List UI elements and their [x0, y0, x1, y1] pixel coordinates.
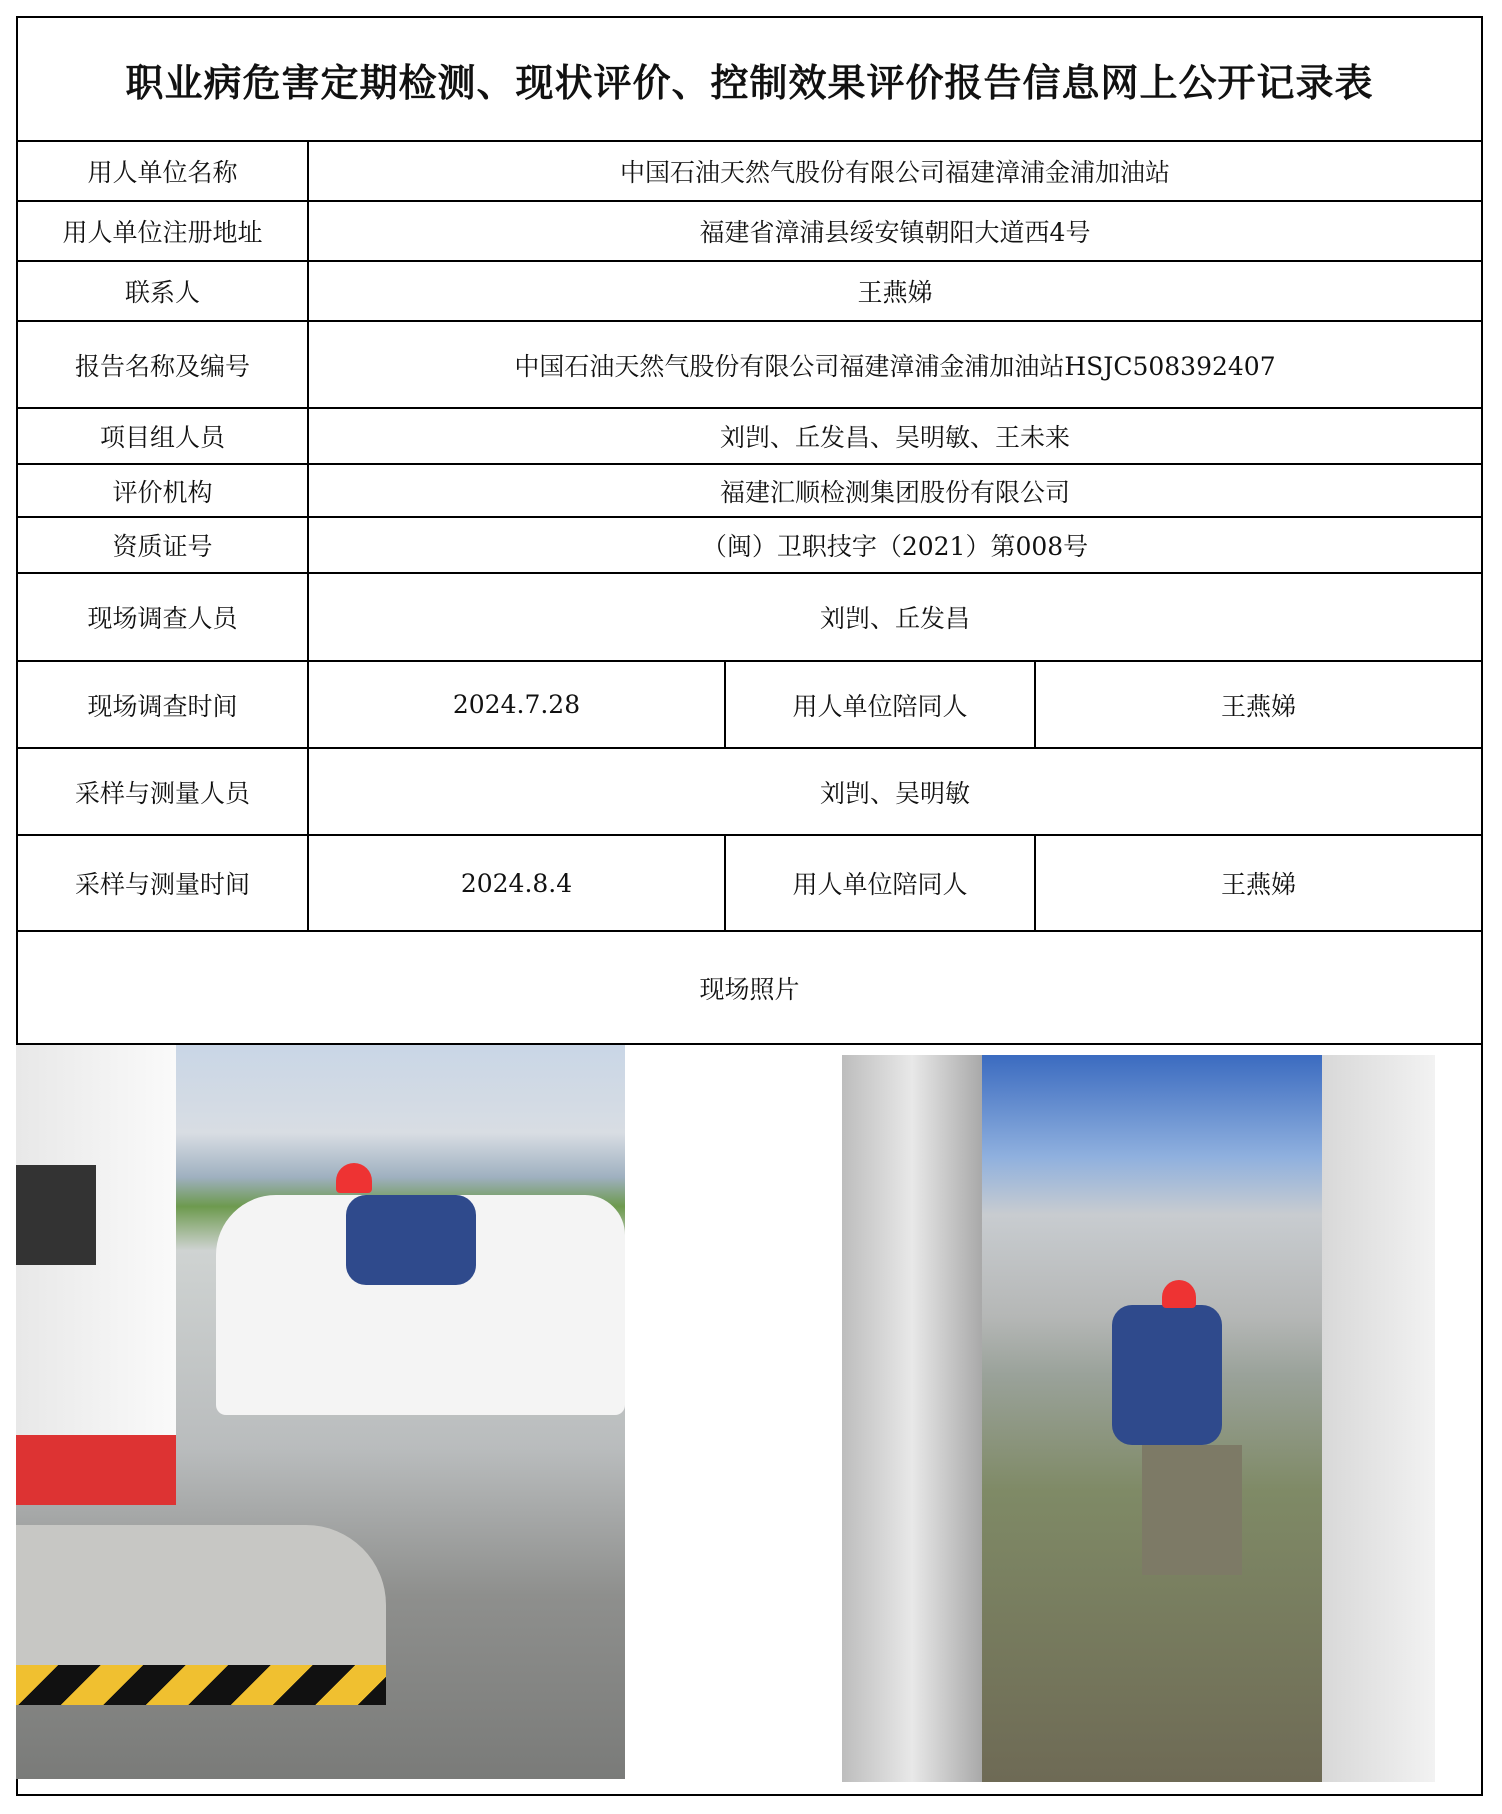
- value-survey-staff: 刘剀、丘发昌: [819, 604, 970, 633]
- value-report: 中国石油天然气股份有限公司福建漳浦金浦加油站HSJC508392407: [514, 351, 1276, 381]
- page-title: 职业病危害定期检测、现状评价、控制效果评价报告信息网上公开记录表: [125, 59, 1374, 105]
- photos-heading: 现场照片: [699, 974, 800, 1004]
- label-agency: 评价机构: [112, 477, 213, 507]
- value-sampling-time: 2024.8.4: [460, 868, 573, 898]
- value-employer-name: 中国石油天然气股份有限公司福建漳浦金浦加油站: [619, 158, 1170, 187]
- label-survey-time: 现场调查时间: [87, 691, 238, 721]
- label-sampling-staff: 采样与测量人员: [74, 778, 250, 808]
- label-sampling-companion: 用人单位陪同人: [792, 870, 968, 899]
- label-survey-companion: 用人单位陪同人: [792, 691, 968, 721]
- label-certificate: 资质证号: [112, 532, 213, 561]
- value-address: 福建省漳浦县绥安镇朝阳大道西4号: [699, 218, 1091, 247]
- label-survey-staff: 现场调查人员: [87, 604, 238, 633]
- label-report: 报告名称及编号: [74, 351, 250, 381]
- site-photo-measurement: [842, 1055, 1435, 1782]
- label-sampling-time: 采样与测量时间: [74, 870, 250, 899]
- value-certificate: （闽）卫职技字（2021）第008号: [701, 532, 1089, 561]
- label-employer-name: 用人单位名称: [87, 158, 238, 187]
- label-team: 项目组人员: [99, 423, 225, 452]
- value-sampling-companion: 王燕娣: [1220, 870, 1296, 899]
- value-survey-companion: 王燕娣: [1220, 691, 1296, 721]
- site-photo-gas-station: [16, 1045, 625, 1779]
- value-team: 刘剀、丘发昌、吴明敏、王未来: [719, 423, 1070, 452]
- value-agency: 福建汇顺检测集团股份有限公司: [719, 477, 1070, 507]
- value-survey-time: 2024.7.28: [452, 690, 581, 719]
- label-contact: 联系人: [124, 278, 200, 307]
- value-contact: 王燕娣: [857, 278, 933, 307]
- value-sampling-staff: 刘剀、吴明敏: [819, 778, 970, 808]
- label-address: 用人单位注册地址: [62, 218, 263, 247]
